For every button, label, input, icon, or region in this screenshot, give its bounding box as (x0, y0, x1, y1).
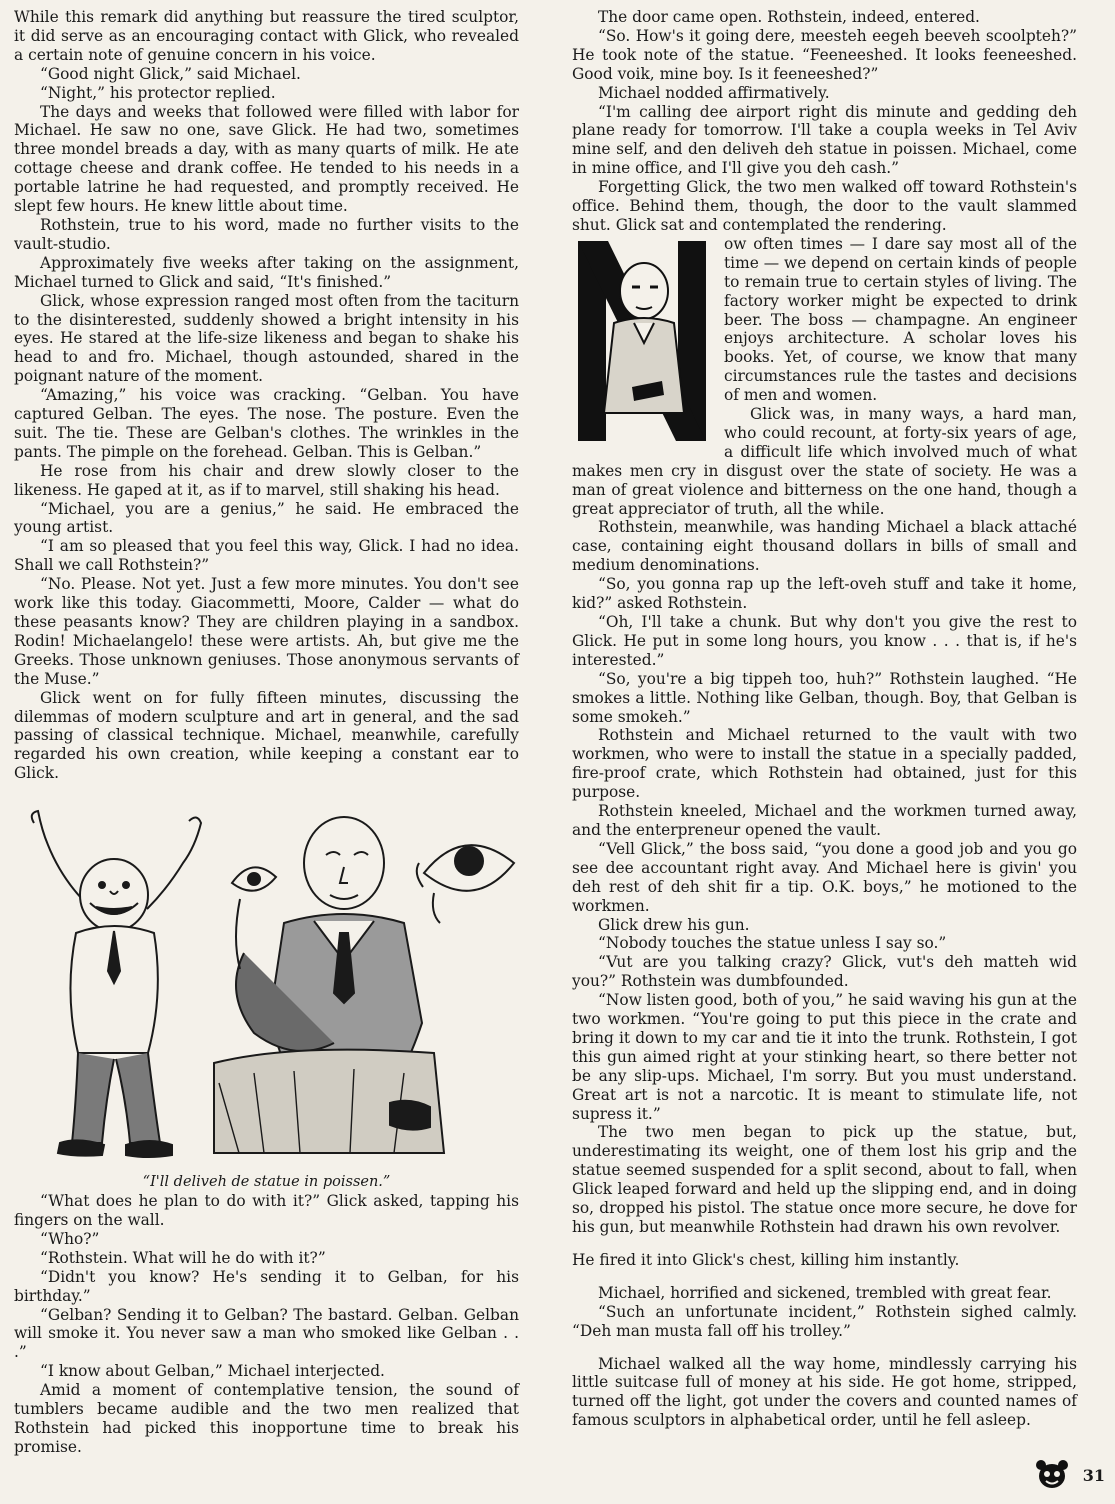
floating-eye-small-drawing (232, 867, 276, 969)
paragraph: Rothstein, meanwhile, was handing Michael a black attaché case, containing eight thousand dollars in bills of small and medium denominations. (572, 518, 1077, 575)
paragraph: Amid a moment of contemplative tension, the sound of tumblers became audible and the two men realized that Rothstein had picked this inopportune time to break his promise. (14, 1381, 519, 1456)
paragraph: Rothstein kneeled, Michael and the workmen turned away, and the enterpreneur opened the vault. (572, 802, 1077, 839)
paragraph: Michael nodded affirmatively. (598, 83, 830, 102)
paragraph: “I know about Gelban,” Michael interjected. (40, 1362, 385, 1381)
paragraph: “Amazing,” his voice was cracking. “Gelban. You have captured Gelban. The eyes. The nose. The posture. Even the suit. The tie. These are Gelban's clothes. The wrinkles in the pants. The pimple on the forehead. Gelban. This is Gelban.” (14, 386, 519, 461)
paragraph: Michael, horrified and sickened, trembled with great fear. (598, 1283, 1052, 1302)
cheering-man-figure (32, 811, 201, 1157)
page-number: 31 (1082, 1465, 1105, 1485)
paragraph: Rothstein and Michael returned to the vault with two workmen, who were to install the statue in a specially padded, fire-proof crate, which Rothstein had obtained, just for this purpose. (572, 726, 1077, 802)
shot-line: He fired it into Glick's chest, killing him instantly. (572, 1250, 960, 1269)
paragraph: “Rothstein. What will he do with it?” (40, 1248, 326, 1267)
paragraph: “So. How's it going dere, meesteh eegeh beeveh scoolpteh?” He took note of the statue. “Feeneeshed. It looks feeneeshed. Good voik, mine boy. Is it feeneeshed?” (572, 26, 1077, 83)
paragraph: Approximately five weeks after taking on the assignment, Michael turned to Glick and said, “It's finished.” (14, 253, 519, 291)
paragraph: While this remark did anything but reassure the tired sculptor, it did serve as an encouraging contact with Glick, who revealed a certain note of genuine concern in his voice. (14, 8, 519, 64)
paragraph: Glick, whose expression ranged most often from the taciturn to the disinterested, suddenly showed a bright intensity in his eyes. He stared at the life-size likeness and began to shake his head to and fro. Michael, though astounded, shared in the poignant nature of the moment. (14, 291, 519, 386)
paragraph: “Good night Glick,” said Michael. (40, 64, 301, 83)
page-footer (1035, 1460, 1105, 1490)
dropcap-section (572, 235, 1077, 405)
paragraph: “Gelban? Sending it to Gelban? The bastard. Gelban. Gelban will smoke it. You never saw a man who smoked like Gelban . . .” (14, 1305, 519, 1362)
paragraph: “Didn't you know? He's sending it to Gelban, for his birthday.” (14, 1267, 519, 1305)
paragraph: “Nobody touches the statue unless I say so.” (598, 934, 947, 953)
paragraph: Rothstein, true to his word, made no further visits to the vault-studio. (14, 215, 519, 253)
paragraph: “Oh, I'll take a chunk. But why don't you give the rest to Glick. He put in some long hours, you know . . . that is, if he's interested.” (572, 613, 1077, 669)
paragraph: “What does he plan to do with it?” Glick asked, tapping his fingers on the wall. (14, 1192, 519, 1229)
paragraph: He rose from his chair and drew slowly closer to the likeness. He gaped at it, as if to marvel, still shaking his head. (14, 461, 519, 499)
paragraph: “I am so pleased that you feel this way, Glick. I had no idea. Shall we call Rothstein?” (14, 537, 519, 575)
paragraph: Glick went on for fully fifteen minutes, discussing the dilemmas of modern sculpture and art in general, and the sad passing of classical technique. Michael, meanwhile, carefully regarded his own creation, while keeping a constant ear to Glick. (14, 688, 519, 783)
paragraph: “Such an unfortunate incident,” Rothstein sighed calmly. “Deh man musta fall off his trolley.” (572, 1302, 1077, 1340)
paragraph: Glick was, in many ways, a hard man, who could recount, at forty-six years of age, a difficult life which involved much of what makes men cry in disgust over the state of society. He was a man of great violence and bitterness on the one hand, though a great appreciator of truth, all the while. (572, 405, 1077, 518)
paragraph: “Now listen good, both of you,” he said waving his gun at the two workmen. “You're going to put this piece in the crate and bring it down to my car and tie it into the trunk. Rothstein, I got this gun aimed right at your stinking heart, so there better not be any slip-ups. Michael, I'm sorry. But you must understand. Great art is not a narcotic. It is meant to stimulate life, not supress it.” (572, 991, 1077, 1123)
illustration-glick-and-statue (14, 803, 519, 1173)
paragraph: The door came open. Rothstein, indeed, entered. (598, 8, 980, 26)
dropcap-illustration (572, 237, 712, 447)
paragraph: The days and weeks that followed were filled with labor for Michael. He saw no one, save Glick. He had two, sometimes three mondel breads a day, with as many quarts of milk. He ate cottage cheese and drank coffee. He tended to his needs in a portable latrine he had requested, and promptly received. He slept few hours. He knew little about time. (14, 102, 519, 216)
final-paragraph: Michael walked all the way home, mindlessly carrying his little suitcase full of money at his side. He got home, stripped, turned off the light, got under the covers and counted names of famous sculptors in alphabetical order, until he fell asleep. (572, 1354, 1077, 1430)
paragraph: “Who?” (40, 1229, 100, 1248)
paragraph: “I'm calling dee airport right dis minute and gedding deh plane ready for tomorrow. I'll take a coupla weeks in Tel Aviv mine self, and den deliveh deh statue in poissen. Michael, come in mine office, and I'll give you deh cash.” (572, 102, 1077, 178)
paragraph: The two men began to pick up the statue, but, underestimating its weight, one of them lost his grip and the statue seemed suspended for a split second, about to fall, when Glick leaped forward and held up the slipping end, and in doing so, dropped his pistol. The statue once more secure, he dove for his gun, but meanwhile Rothstein had drawn his own revolver. (572, 1123, 1077, 1236)
paragraph: “So, you gonna rap up the left-oveh stuff and take it home, kid?” asked Rothstein. (572, 575, 1077, 613)
paragraph: Forgetting Glick, the two men walked off toward Rothstein's office. Behind them, though, the door to the vault slammed shut. Glick sat and contemplated the rendering. (572, 178, 1077, 234)
cartoon-face-icon (1035, 1460, 1069, 1490)
paragraph: “Michael, you are a genius,” he said. He embraced the young artist. (14, 499, 519, 537)
illustration-drawing (14, 803, 519, 1173)
paragraph: Glick drew his gun. (598, 915, 750, 934)
paragraph: “Vut are you talking crazy? Glick, vut's deh matteh wid you?” Rothstein was dumbfounded. (572, 953, 1077, 991)
illustration-caption: “I'll deliveh de statue in poissen.” (142, 1174, 391, 1191)
paragraph: “No. Please. Not yet. Just a few more minutes. You don't see work like this today. Giacommetti, Moore, Calder — what do these peasants know? They are children playing in a sandbox. Rodin! Michaelangelo! these were artists. Ah, but give me the Greeks. Those unknown geniuses. Those anonymous servants of the Muse.” (14, 575, 519, 688)
right-column (572, 8, 1077, 1430)
dropcap-paragraph: ow often times — I dare say most all of the time — we depend on certain kinds of people to remain true to certain styles of living. The factory worker might be expected to drink beer. The boss — champagne. An engineer enjoys architecture. A scholar loves his books. Yet, of course, we know that many circumstances rule the tastes and decisions of men and women. (724, 234, 1077, 405)
paragraph: “Night,” his protector replied. (40, 83, 276, 102)
dropcap-n-with-man (572, 237, 712, 447)
floating-eye-drawing (417, 845, 514, 923)
paragraph: “So, you're a big tippeh too, huh?” Rothstein laughed. “He smokes a little. Nothing like Gelban, though. Boy, that Gelban is some smokeh.” (572, 669, 1077, 726)
statue-figure (214, 817, 444, 1153)
paragraph: “Vell Glick,” the boss said, “you done a good job and you go see dee accountant right avay. And Michael here is givin' you deh rest of deh shit fir a tip. O.K. boys,” he motioned to the workmen. (572, 839, 1077, 915)
left-column (14, 8, 519, 1457)
